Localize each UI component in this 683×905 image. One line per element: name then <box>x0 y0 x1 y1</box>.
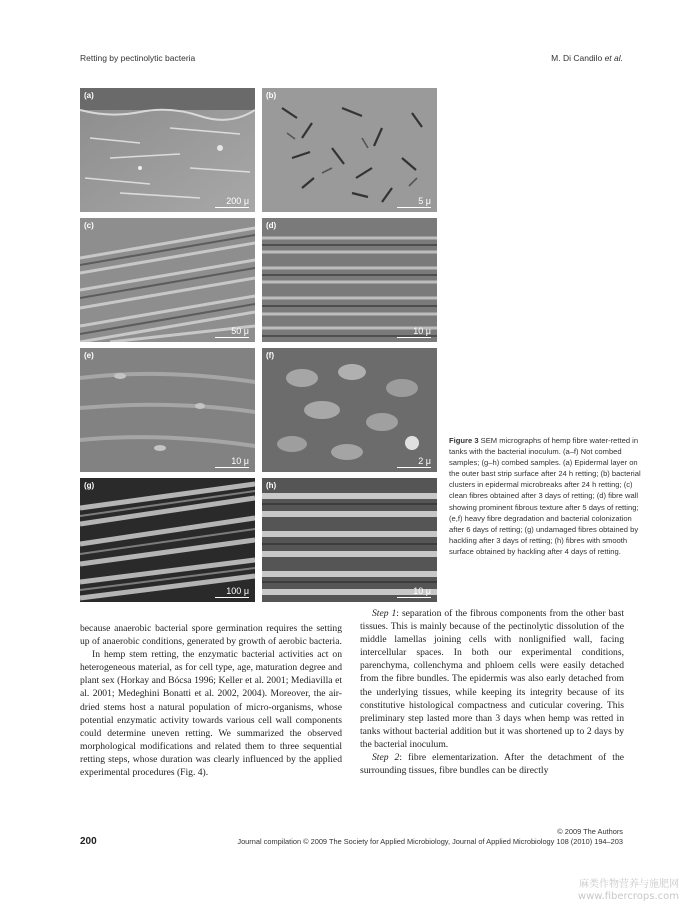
running-header-title: Retting by pectinolytic bacteria <box>80 53 196 63</box>
micrograph-d <box>262 218 437 342</box>
figure-caption-label: Figure 3 <box>449 436 479 445</box>
watermark-line1: 麻类作物营养与施肥网 <box>579 879 679 890</box>
step-text: : separation of the fibrous components from the other bast tissues. This is mainly because of the pectinolytic dissolution of the middle lamellas joining cells with nonlignified wall, facing intercellular spaces. In both our experimental conditions, parenchyma, collenchyma and phloem cells were easily detached from the fibre bundles. The epidermis was also early detached from the underlying tissues, while keeping its integrity because of its constitutive histological compactness and cuticular covering. This preliminary step lasted more than 3 days when hemp was retted in tanks without bacterial addition but it was shortened up to 2 days by the bacterial inoculum. <box>360 608 624 750</box>
figure-panel-c <box>80 218 255 342</box>
micrograph-h <box>262 478 437 602</box>
panel-label-e: (e) <box>84 351 94 360</box>
figure-caption-text: SEM micrographs of hemp fibre water-retted in tanks with the bacterial inoculum. (a–f) Not combed samples; (g–h) combed samples. (a) Epidermal layer on the outer bast strip surface after 24 h retting; (b) bacterial clusters in epidermal microbreaks after 24 h retting; (c) clean fibres obtained after 3 days of retting; (d) fibre wall showing prominent fibrous texture after 5 days of retting; (e,f) heavy fibre degradation and bacterial colonization after 6 days of retting; (g) undamaged fibres obtained by hackling after 3 days of retting; (h) fibres with smooth surface obtained by hackling after 4 days of retting. <box>449 436 641 556</box>
micrograph-f <box>262 348 437 472</box>
scale-label-a: 200 μ <box>215 196 249 208</box>
step-label: Step 2 <box>372 752 400 764</box>
body-left-column <box>80 622 342 779</box>
panel-label-d: (d) <box>266 221 277 230</box>
panel-label-g: (g) <box>84 481 95 490</box>
panel-label-a: (a) <box>84 91 94 100</box>
page-number: 200 <box>80 836 97 847</box>
panel-label-h: (h) <box>266 481 277 490</box>
panel-label-b: (b) <box>266 91 277 100</box>
figure-panel-f <box>262 348 437 472</box>
figure-panel-b <box>262 88 437 212</box>
figure-panel-g <box>80 478 255 602</box>
scale-label-e: 10 μ <box>215 456 249 468</box>
scale-label-b: 5 μ <box>397 196 431 208</box>
paragraph: because anaerobic bacterial spore germination requires the setting up of anaerobic conditions, generated by growth of aerobic bacteria. <box>80 623 342 648</box>
micrograph-b <box>262 88 437 212</box>
micrograph-g <box>80 478 255 602</box>
body-right-column <box>360 607 624 777</box>
figure-panel-a <box>80 88 255 212</box>
watermark-line2: www.fibercrops.com <box>577 891 679 902</box>
watermark <box>578 879 679 903</box>
paragraph-step1 <box>360 607 624 751</box>
micrograph-e <box>80 348 255 472</box>
running-header-authors <box>551 53 623 63</box>
figure-caption <box>449 435 644 557</box>
paragraph-step2 <box>360 751 624 777</box>
step-text: : fibre elementarization. After the detachment of the surrounding tissues, fibre bundles can be directly <box>360 752 624 777</box>
step-label: Step 1 <box>372 608 397 619</box>
scale-label-f: 2 μ <box>397 456 431 468</box>
figure-panel-h <box>262 478 437 602</box>
journal-line: Journal compilation © 2009 The Society for Applied Microbiology, Journal of Applied Microbiology 108 (2010) 194–203 <box>237 837 623 846</box>
figure-panel-d <box>262 218 437 342</box>
scale-label-c: 50 μ <box>215 326 249 338</box>
panel-label-c: (c) <box>84 221 94 230</box>
panel-label-f: (f) <box>266 351 274 360</box>
author-name: M. Di Candilo <box>551 53 603 63</box>
micrograph-c <box>80 218 255 342</box>
et-al: et al. <box>604 53 623 63</box>
micrograph-a <box>80 88 255 212</box>
footer-copyright <box>237 827 623 847</box>
scale-label-g: 100 μ <box>215 586 249 598</box>
figure-panel-e <box>80 348 255 472</box>
scale-label-h: 10 μ <box>397 586 431 598</box>
paragraph: In hemp stem retting, the enzymatic bacterial activities act on heterogeneous material, as for cell type, age, maturation degree and plant sex (Horkay and Bócsa 1996; Keller et al. 2001; Mediavilla et al. 2001; Medeghini Bonatti et al. 2002, 2004). Moreover, the air-dried stems host a natural population of micro-organisms, whose potential enzymatic activity towards various cell wall components could determine uneven retting. We summarized the observed morphological modifications and related them to three sequential retting steps, whose duration was clearly influenced by the applied experimental procedures (Fig. 4). <box>80 649 342 779</box>
scale-label-d: 10 μ <box>397 326 431 338</box>
copyright-line: © 2009 The Authors <box>557 827 623 836</box>
